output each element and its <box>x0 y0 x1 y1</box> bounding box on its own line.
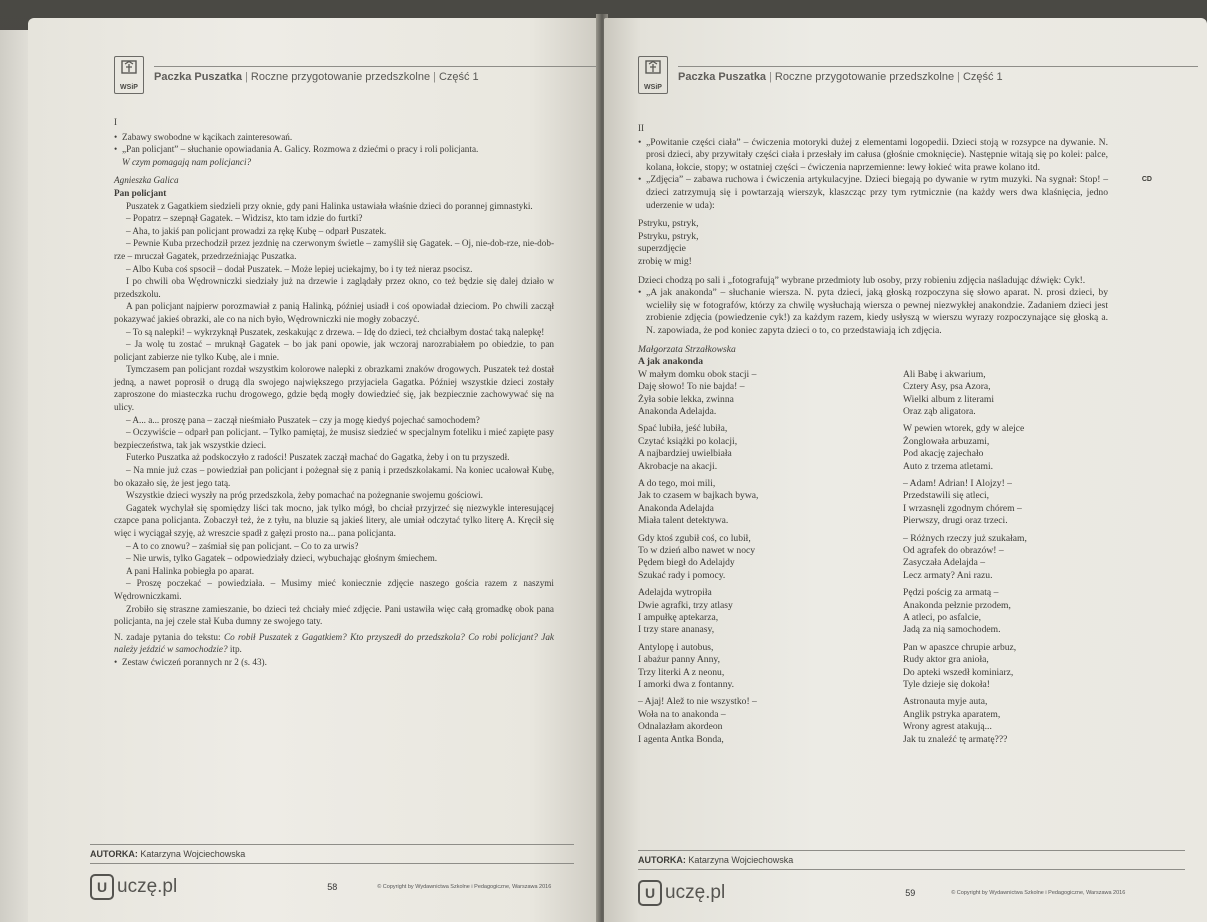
poem-line: Czytać książki po kolacji, <box>638 435 738 447</box>
series-subtitle: Roczne przygotowanie przedszkolne <box>250 71 431 83</box>
poem-line: Pod akację zajechało <box>903 448 984 460</box>
left-page-content <box>114 116 554 669</box>
story-text <box>114 200 554 628</box>
author-label: AUTORKA: <box>638 855 686 865</box>
left-page-header <box>114 56 598 94</box>
header-divider: | <box>245 71 248 83</box>
poem-stanza <box>638 423 843 473</box>
story-paragraph: – Na mnie już czas – powiedział pan policjant i pożegnał się z panią i przedszkolakami. Na koniec ucałował Kubę, bo okazało się, że jest jego tatą. <box>114 465 554 488</box>
activity-bullet: • Zabawy swobodne w kącikach zainteresowań. <box>114 131 554 144</box>
story-paragraph: Puszatek z Gagatkiem siedzieli przy oknie, gdy pani Halinka ustawiała właśnie dzieci do porannej gimnastyki. <box>126 200 533 211</box>
left-page-footer <box>90 844 574 900</box>
poem-line: Dwie agrafki, trzy atlasy <box>638 599 733 611</box>
poem-line: Lecz armaty? Ani razu. <box>903 569 993 581</box>
poem-line: Anglik pstryka aparatem, <box>903 708 1001 720</box>
page-number: 59 <box>905 888 916 898</box>
poem-stanza <box>903 369 1108 419</box>
questions-end: itp. <box>229 644 242 655</box>
poem-stanza <box>638 533 843 583</box>
poem-line: Szukać rady i pomocy. <box>638 569 726 581</box>
poem-stanza <box>903 478 1108 528</box>
page-stack-edge <box>0 30 30 922</box>
poem-line: Jadą za nią samochodem. <box>903 624 1001 636</box>
activity-bullet-text: „Zdjęcia” – zabawa ruchowa i ćwiczenia artykulacyjne. Dzieci biegają po dywanie w rytm muzyki. Na sygnał: Stop! – dzieci zatrzymują się i powtarzają wierszyk, klaszcząc przy tym rytmicznie (na każdy wers dwa klaśnięcia, jedno uderzenie w uda): <box>646 174 1108 211</box>
header-divider: | <box>769 71 772 83</box>
author-name: Katarzyna Wojciechowska <box>140 849 246 859</box>
poem-line: Wielki album z literami <box>903 393 994 405</box>
author-name: Katarzyna Wojciechowska <box>688 855 794 865</box>
poem-stanza <box>903 696 1108 746</box>
section-number: II <box>638 123 644 133</box>
poem-line: Przedstawili się atleci, <box>903 490 990 502</box>
story-title: Pan policjant <box>114 187 167 198</box>
story-paragraph: Wszystkie dzieci wyszły na próg przedszkola, żeby pomachać na pożegnanie swojemu gościowi. <box>126 490 483 501</box>
poem-line: I trzy stare ananasy, <box>638 624 715 636</box>
questions-list: Co robił Puszatek z Gagatkiem? Kto przyszedł do przedszkola? Co robi policjant? Jak należy jeździć w samochodzie? <box>114 631 555 655</box>
right-page <box>604 18 1207 922</box>
poem-column-right <box>903 369 1108 751</box>
rhyme-line: Pstryku, pstryk, <box>638 218 699 230</box>
poem-line: Anakonda Adelajda. <box>638 405 717 417</box>
rhyme-line: zrobię w mig! <box>638 255 692 267</box>
poem-line: A do tego, moi mili, <box>638 477 716 489</box>
poem-line: I amorki dwa z fontanny. <box>638 679 735 691</box>
logo-text: WSiP <box>644 84 662 91</box>
poem-line: Gdy ktoś zgubił coś, co lubił, <box>638 532 751 544</box>
copyright: © Copyright by Wydawnictwa Szkolne i Pedagogiczne, Warszawa 2016 <box>951 890 1126 896</box>
story-paragraph: – Popatrz – szepnął Gagatek. – Widzisz, kto tam idzie do furtki? <box>126 213 363 224</box>
poem-line: Odnalazłam akordeon <box>638 721 723 733</box>
poem-line: Pierwszy, drugi oraz trzeci. <box>903 515 1008 527</box>
poem-line: Trzy literki A z neonu, <box>638 666 725 678</box>
activity-bullet <box>638 174 1152 212</box>
poem-line: Anakonda pełznie przodem, <box>903 599 1011 611</box>
poem-columns <box>638 369 1108 751</box>
poem-line: Pędem biegł do Adelajdy <box>638 557 735 569</box>
footer-author <box>90 844 574 864</box>
series-subtitle: Roczne przygotowanie przedszkolne <box>774 71 955 83</box>
story-paragraph: I po chwili oba Wędrowniczki siedziały już na drzewie i zaglądały przez okno, co też będzie się dalej działo w przedszkolu. <box>114 276 554 299</box>
poem-column-left <box>638 369 843 751</box>
poem-line: To w dzień albo nawet w nocy <box>638 544 756 556</box>
questions-intro: N. zadaje pytania do tekstu: <box>114 631 221 642</box>
story-paragraph: Gagatek wychylał się spomiędzy liści tak mocno, jak tylko mógł, bo chciał przyjrzeć się niezwykle interesującej czapce pana policjanta. Zobaczył też, że z tyłu, na bluzie są jakieś litery, ale umiał odczytać tylko literę A. Kręcił się więc i wyciągał szyję, aż wreszcie spadł z gałęzi prosto na... pana policjanta. <box>114 502 554 538</box>
story-paragraph: Zrobiło się straszne zamieszanie, bo dzieci też chciały mieć zdjęcie. Pani ustawiła więc całą gromadkę obok pana policjanta, na jej czele stał Kuba dumny ze swojego taty. <box>114 603 554 627</box>
poem-line: Żonglowała arbuzami, <box>903 435 990 447</box>
story-author: Agnieszka Galica <box>114 175 179 186</box>
story-paragraph: – Albo Kuba coś spsocił – dodał Puszatek. – Może lepiej uciekajmy, bo i ty też nieraz psocisz. <box>126 263 473 274</box>
header-divider: | <box>957 71 960 83</box>
story-paragraph: – Oczywiście – odparł pan policjant. – Tylko pamiętaj, że musisz siedzieć w specjalnym foteliku i mieć zapięte pasy bezpieczeństwa, tak jak wszystkie dzieci. <box>114 427 554 450</box>
header-title <box>678 66 1198 83</box>
ucze-logo <box>638 880 725 906</box>
author-label: AUTORKA: <box>90 849 138 859</box>
poem-line: Anakonda Adelajda <box>638 502 714 514</box>
poem-line: Astronauta myje auta, <box>903 696 988 708</box>
poem-line: – Adam! Adrian! I Alojzy! – <box>903 477 1012 489</box>
brand-name: uczę.pl <box>665 882 726 903</box>
activity-bullet: • „A jak anakonda” – słuchanie wiersza. N. pyta dzieci, jaką głoską rozpoczyna się słowo aparat. N. prosi dzieci, by wcieliły się w fotografów, którzy za chwilę wysłuchają wiersza o pewnej niezwykłej anakondzie. Zadaniem dzieci jest zrobienie zdjęcia (powiedzenie cyk!) za każdym razem, kiedy usłyszą w wierszu wyrazy rozpoczynające się głoską a. N. zapowiada, że pod koniec zapyta dzieci o to, co przedstawiają ich zdjęcia. <box>638 287 1108 337</box>
footer-bottom-row <box>90 874 574 900</box>
poem-stanza <box>903 587 1108 637</box>
poem-line: Żyła sobie lekka, zwinna <box>638 393 734 405</box>
poem-line: – Różnych rzeczy już szukałam, <box>903 532 1027 544</box>
story-paragraph: – Nie urwis, tylko Gagatek – odpowiedziały dzieci, wybuchając głośnym śmiechem. <box>126 553 438 564</box>
poem-line: I ampułkę aptekarza, <box>638 612 719 623</box>
poem-line: Woła na to anakonda – <box>638 708 726 720</box>
u-logo-icon: U <box>90 874 114 900</box>
poem-line: Cztery Asy, psa Azora, <box>903 381 991 393</box>
poem-line: I agenta Antka Bonda, <box>638 733 724 745</box>
poem-stanza <box>903 423 1108 473</box>
series-part: Część 1 <box>438 71 479 83</box>
book-house-icon <box>645 59 661 75</box>
activity-bullet: • „Powitanie części ciała” – ćwiczenia motoryki dużej z elementami logopedii. Dzieci stoją w rozsypce na dywanie. N. prosi dzieci, aby przywitały części ciała i przesłały im całusa (głośnie cmoknięcie). Następnie witają się po kolei: palce, kolana, łokcie, stopy; w ostatniej części – ćwiczenia naprzemienne: lewy łokieć wita prawe kolano itd. <box>638 137 1108 175</box>
poem-line: I wrzasnęli zgodnym chórem – <box>903 502 1022 514</box>
poem-line: Ali Babę i akwarium, <box>903 368 986 380</box>
poem-line: – Ajaj! Alež to nie wszystko! – <box>638 696 757 708</box>
wsip-logo <box>114 56 144 94</box>
poem-line: A najbardziej uwielbiała <box>638 448 732 460</box>
poem-line: A atleci, po asfalcie, <box>903 612 982 623</box>
poem-line: Rudy aktor gra anioła, <box>903 654 989 666</box>
story-paragraph: – Ja wolę tu zostać – mruknął Gagatek – bo jak pani opowie, jak wczoraj narozrabiałem po obiedzie, to pan policjant zabierze nie tylko Kubę, ale i mnie. <box>114 339 554 362</box>
story-paragraph: – To są nalepki! – wykrzyknął Puszatek, zeskakując z drzewa. – Idę do dzieci, też chciałbym dostać taką nalepkę! <box>126 326 545 337</box>
teacher-questions <box>114 631 554 656</box>
poem-stanza <box>638 587 843 637</box>
poem-line: Spać lubiła, jeść lubiła, <box>638 423 728 435</box>
poem-title: A jak anakonda <box>638 356 704 368</box>
poem-stanza <box>638 642 843 692</box>
header-divider: | <box>433 71 436 83</box>
poem-line: Daję słowo! To nie bajda! – <box>638 381 745 393</box>
section-number: I <box>114 117 117 127</box>
poem-stanza <box>903 642 1108 692</box>
series-part: Część 1 <box>962 71 1003 83</box>
ucze-logo <box>90 874 177 900</box>
header-title <box>154 66 598 83</box>
poem-line: Oraz ząb aligatora. <box>903 405 976 417</box>
poem-line: Jak tu znaleźć tę armatę??? <box>903 733 1008 745</box>
poem-line: Do apteki wszedł kominiarz, <box>903 666 1014 678</box>
poem-stanza <box>638 369 843 419</box>
poem-line: Adelajda wytropiła <box>638 587 712 599</box>
story-paragraph: – A to co znowu? – zaśmiał się pan policjant. – Co to za urwis? <box>126 540 359 551</box>
poem-line: I abażur panny Anny, <box>638 654 720 666</box>
brand-name: uczę.pl <box>117 876 178 897</box>
poem-line: Jak to czasem w bajkach bywa, <box>638 490 759 502</box>
poem-line: Od agrafek do obrazów! – <box>903 544 1004 556</box>
poem-line: Zasyczała Adelajda – <box>903 557 986 569</box>
poem-line: Pędzi pościg za armatą – <box>903 587 999 599</box>
poem-stanza <box>638 696 843 746</box>
wsip-logo <box>638 56 668 94</box>
logo-text: WSiP <box>120 84 138 91</box>
right-page-header <box>638 56 1198 94</box>
rhyme-line: Pstryku, pstryk, <box>638 230 699 242</box>
poem-stanza <box>903 533 1108 583</box>
rhyme <box>638 218 1108 268</box>
poem-line: W małym domku obok stacji – <box>638 368 757 380</box>
guiding-question: W czym pomagają nam policjanci? <box>122 156 252 167</box>
u-logo-icon: U <box>638 880 662 906</box>
footer-bottom-row <box>638 880 1185 906</box>
book-house-icon <box>121 59 137 75</box>
poem-line: Tyle dzieje się dokoła! <box>903 679 990 691</box>
poem-author: Małgorzata Strzałkowska <box>638 343 736 355</box>
right-page-footer <box>638 850 1185 906</box>
story-paragraph: Futerko Puszatka aż podskoczyło z radości! Puszatek zaczął machać do Gagatka, żeby i on tu przyszedł. <box>126 452 510 463</box>
footer-author <box>638 850 1185 870</box>
poem-line: Pan w apaszce chrupie arbuz, <box>903 641 1017 653</box>
story-paragraph: A pan policjant najpierw porozmawiał z panią Halinką, później usiadł i coś opowiadał dzieciom. Po chwili zaczął pokazywać jakieś obrazki, ale co na nich było, Wędrowniczki nie mogły zobaczyć. <box>114 301 554 324</box>
cd-marker: CD <box>1141 176 1152 184</box>
series-name: Paczka Puszatka <box>678 71 767 83</box>
story-paragraph: – Pewnie Kuba przechodził przez jezdnię na czerwonym świetle – zamyślił się Gagatek. – Oj, nie-dob-rze, nie-dob-rze – mruczał Gagatek, przedrzeźniając Puszatka. <box>114 238 554 261</box>
activity-bullet: • „Pan policjant” – słuchanie opowiadania A. Galicy. Rozmowa z dziećmi o pracy i roli policjanta. <box>114 143 554 156</box>
poem-line: W pewien wtorek, gdy w alejce <box>903 423 1025 435</box>
story-paragraph: – Aha, to jakiś pan policjant prowadzi za rękę Kubę – odparł Puszatek. <box>126 225 387 236</box>
poem-line: Akrobacje na akacji. <box>638 460 718 472</box>
poem-stanza <box>638 478 843 528</box>
rhyme-instructions: Dzieci chodzą po sali i „fotografują” wybrane przedmioty lub osoby, przy robieniu zdjęcia naśladując dźwięk: Cyk!. <box>638 274 1086 286</box>
page-number: 58 <box>327 882 338 892</box>
story-paragraph: Tymczasem pan policjant rozdał wszystkim kolorowe nalepki z obrazkami znaków drogowych. Puszatek też dostał jedną, a nawet poprosił o drugą dla swojego największego przyjaciela Gagatka. Później wszystkie dzieci zostały zaproszone do miasteczka ruchu drogowego, gdzie będą mogły dowiedzieć się, jak bezpiecznie zachowywać się na ulicy. <box>114 364 554 413</box>
poem-line: Antylopę i autobus, <box>638 641 714 653</box>
story-paragraph: – Proszę poczekać – powiedziała. – Musimy mieć koniecznie zdjęcie naszego gościa razem z naszymi Wędrowniczkami. <box>114 578 554 601</box>
story-paragraph: A pani Halinka pobiegła po aparat. <box>126 565 255 576</box>
poem-line: Miała talent detektywa. <box>638 515 729 527</box>
story-paragraph: – A... a... proszę pana – zaczął nieśmiało Puszatek – czy ja mogę kiedyś pojechać samochodem? <box>126 414 480 425</box>
poem-line: Auto z trzema atletami. <box>903 460 994 472</box>
series-name: Paczka Puszatka <box>154 71 243 83</box>
left-page <box>28 18 598 922</box>
right-page-content <box>638 122 1152 751</box>
copyright: © Copyright by Wydawnictwa Szkolne i Pedagogiczne, Warszawa 2016 <box>377 884 552 890</box>
activity-bullet: • Zestaw ćwiczeń porannych nr 2 (s. 43). <box>114 656 554 669</box>
rhyme-line: superzdjęcie <box>638 243 686 255</box>
poem-line: Wrony agrest atakują... <box>903 721 992 733</box>
